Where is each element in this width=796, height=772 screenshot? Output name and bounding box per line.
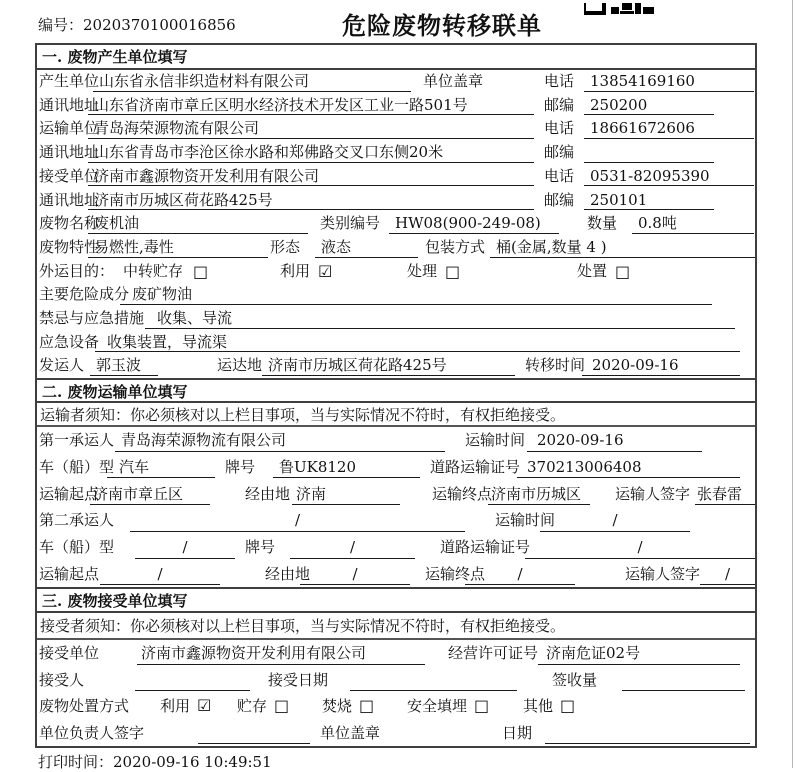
transfer-form (35, 43, 757, 748)
producer-unit-value: 山东省永信非织造材料有限公司 (93, 70, 411, 92)
producer-address-row (37, 94, 755, 118)
shipper-label: 发运人 (39, 356, 85, 375)
purpose-dispose-label: 处置 (577, 261, 608, 280)
addr3-value: 济南市历城区荷花路425号 (88, 189, 534, 211)
transport-time2-value: / (540, 507, 690, 532)
waste-name-value: 废机油 (88, 212, 308, 234)
zip3-label: 邮编 (544, 190, 575, 209)
accept-unit-row (37, 640, 755, 667)
unit-seal-label: 单位盖章 (423, 72, 484, 90)
via1-value: 济南 (292, 481, 400, 506)
acceptor-row (37, 667, 755, 694)
purpose-dispose-checkbox: □ (615, 261, 631, 281)
leader-sign-value (198, 720, 310, 745)
accept-unit-value: 济南市鑫源物资开发利用有限公司 (137, 640, 425, 665)
section3-header: 三. 废物接受单位填写 (37, 587, 755, 613)
shipper-value: 郭玉波 (90, 354, 158, 376)
unit-seal2-label: 单位盖章 (320, 723, 381, 742)
acceptor-value (135, 667, 250, 692)
plate1-value: 鲁UK8120 (273, 454, 420, 479)
taboo-row (37, 307, 755, 331)
first-carrier-label: 第一承运人 (39, 431, 115, 450)
section2-header: 二. 废物运输单位填写 (37, 378, 755, 403)
permit-value: 济南危证02号 (538, 640, 740, 665)
hazard-row (37, 283, 755, 307)
purpose-transit-storage-label: 中转贮存 (123, 261, 184, 280)
disposal-other-label: 其他 (523, 697, 554, 715)
via2-label: 经由地 (265, 564, 311, 583)
transport-unit-row (37, 117, 755, 141)
serial-number-value: 2020370100016856 (83, 16, 236, 34)
print-time-label: 打印时间： (38, 753, 114, 771)
addr1-label: 通讯地址 (39, 95, 100, 114)
state-label: 形态 (270, 237, 301, 256)
purpose-row (37, 260, 755, 284)
receiver-unit-label: 接受单位 (39, 166, 100, 185)
sign-qty-value (622, 667, 745, 692)
receiver-address-row (37, 189, 755, 213)
transfer-time-label: 转移时间 (525, 356, 586, 375)
end1-value: 济南市历城区 (488, 481, 590, 506)
addr2-label: 通讯地址 (39, 143, 100, 162)
waste-trait-value: 易燃性,毒性 (88, 236, 268, 258)
carrier-unit-label: 运输单位 (39, 119, 100, 138)
producer-unit-label: 产生单位 (39, 72, 100, 90)
acceptor-label: 接受人 (39, 670, 85, 689)
plate2-value: / (290, 534, 415, 559)
accept-unit-label: 接受单位 (39, 644, 100, 662)
end2-label: 运输终点 (425, 564, 486, 583)
route2-row (37, 561, 755, 588)
leader-sign-label: 单位负责人签字 (39, 723, 145, 742)
purpose-reuse-checkbox: ☑ (318, 261, 333, 281)
purpose-transit-storage-checkbox: □ (193, 261, 209, 281)
disposal-landfill-checkbox: □ (474, 696, 490, 715)
disposal-method-label: 废物处置方式 (39, 697, 130, 715)
receiver-unit-row (37, 165, 755, 189)
transfer-time-value: 2020-09-16 (582, 354, 740, 376)
origin1-label: 运输起点 (39, 484, 100, 503)
addr2-value: 山东省青岛市李沧区徐水路和郑佛路交叉口东侧20米 (88, 141, 534, 163)
accept-date-value (350, 667, 517, 692)
plate2-label: 牌号 (245, 537, 276, 556)
phone3-label: 电话 (544, 166, 575, 185)
disposal-storage-checkbox: □ (274, 696, 290, 715)
taboo-value: 收集、导流 (145, 307, 735, 329)
phone1-value: 13854169160 (584, 70, 754, 92)
equipment-value: 收集装置，导流渠 (95, 331, 740, 353)
category-code-label: 类别编号 (320, 214, 381, 233)
vehicle-type2-label: 车（船）型 (39, 537, 115, 556)
producer-row (37, 70, 755, 94)
category-code-value: HW08(900-249-08) (389, 212, 559, 234)
serial-number-label: 编号： (38, 16, 84, 34)
disposal-reuse-checkbox: ☑ (197, 696, 212, 715)
transport-address-row (37, 141, 755, 165)
destination-label: 运达地 (217, 356, 263, 375)
via2-value: / (300, 561, 410, 586)
zip1-value: 250200 (584, 94, 714, 116)
date-value (545, 720, 750, 745)
equipment-label: 应急设备 (39, 332, 100, 351)
transport-time1-value: 2020-09-16 (527, 427, 702, 452)
first-carrier-value: 青岛海荣源物流有限公司 (115, 427, 445, 452)
phone2-label: 电话 (544, 119, 575, 138)
packing-label: 包装方式 (425, 237, 486, 256)
sign1-value: 张春雷 (695, 481, 755, 506)
quantity-value: 0.8吨 (632, 212, 754, 234)
disposal-storage-label: 贮存 (237, 697, 268, 715)
end2-value: / (465, 561, 575, 586)
first-carrier-row (37, 427, 755, 454)
sign2-label: 运输人签字 (625, 564, 701, 583)
leader-sign-row (37, 720, 755, 747)
addr1-value: 山东省济南市章丘区明水经济技术开发区工业一路501号 (88, 94, 534, 116)
sign2-value: / (700, 561, 755, 586)
phone3-value: 0531-82095390 (584, 165, 754, 187)
zip1-label: 邮编 (544, 95, 575, 114)
waste-trait-row (37, 236, 755, 260)
road-license2-value: / (525, 534, 755, 559)
transporter-notice: 运输者须知：你必须核对以上栏目事项，当与实际情况不符时，有权拒绝接受。 (37, 403, 755, 427)
waste-trait-label: 废物特性 (39, 237, 100, 256)
print-time-value: 2020-09-16 10:49:51 (113, 753, 272, 771)
page-edge-line (792, 0, 793, 768)
purpose-label: 外运目的： (39, 261, 115, 280)
date-label: 日期 (502, 723, 533, 742)
shipper-row (37, 354, 755, 378)
phone2-value: 18661672606 (584, 117, 754, 139)
waste-name-label: 废物名称 (39, 214, 100, 233)
receiver-notice: 接受者须知：你必须核对以上栏目事项，当与实际情况不符时，有权拒绝接受。 (37, 613, 755, 640)
sign1-label: 运输人签字 (615, 484, 691, 503)
disposal-incinerate-checkbox: □ (359, 696, 375, 715)
vehicle-type1-value: 汽车 (107, 454, 215, 479)
qr-code-partial-icon (584, 0, 654, 12)
purpose-treat-checkbox: □ (445, 261, 461, 281)
page-title: 危险废物转移联单 (342, 11, 542, 40)
zip2-label: 邮编 (544, 143, 575, 162)
via1-label: 经由地 (245, 484, 291, 503)
transport-time2-label: 运输时间 (495, 511, 556, 530)
section1-header: 一. 废物产生单位填写 (37, 45, 755, 70)
disposal-incinerate-label: 焚烧 (322, 697, 353, 715)
destination-value: 济南市历城区荷花路425号 (262, 354, 515, 376)
end1-label: 运输终点 (432, 484, 493, 503)
disposal-row (37, 693, 755, 720)
road-license1-value: 370213006408 (517, 454, 740, 479)
packing-value: 桶(金属,数量 4 ) (490, 236, 755, 258)
waste-name-row (37, 212, 755, 236)
phone1-label: 电话 (544, 72, 575, 90)
vehicle-type1-label: 车（船）型 (39, 457, 115, 476)
disposal-reuse-label: 利用 (160, 697, 191, 715)
disposal-landfill-label: 安全填埋 (407, 697, 468, 715)
accept-date-label: 接受日期 (268, 670, 329, 689)
print-time-line (38, 751, 272, 772)
origin2-value: / (100, 561, 220, 586)
vehicle2-row (37, 534, 755, 561)
second-carrier-value: / (130, 507, 465, 532)
serial-number-line (38, 14, 236, 35)
disposal-other-checkbox: □ (560, 696, 576, 715)
vehicle1-row (37, 454, 755, 481)
taboo-label: 禁忌与应急措施 (39, 309, 145, 327)
hazard-value: 废矿物油 (120, 283, 712, 305)
receiver-unit-value: 济南市鑫源物资开发利用有限公司 (88, 165, 534, 187)
second-carrier-row (37, 507, 755, 534)
zip2-value (584, 141, 714, 163)
origin2-label: 运输起点 (39, 564, 100, 583)
quantity-label: 数量 (587, 214, 618, 233)
sign-qty-label: 签收量 (552, 670, 598, 689)
second-carrier-label: 第二承运人 (39, 511, 115, 530)
transport-time1-label: 运输时间 (465, 431, 526, 450)
vehicle-type2-value: / (135, 534, 235, 559)
purpose-reuse-label: 利用 (280, 261, 311, 280)
route1-row (37, 481, 755, 508)
state-value: 液态 (315, 236, 418, 258)
permit-label: 经营许可证号 (448, 644, 539, 662)
road-license2-label: 道路运输证号 (440, 537, 531, 556)
road-license1-label: 道路运输证号 (430, 457, 521, 476)
addr3-label: 通讯地址 (39, 190, 100, 209)
plate1-label: 牌号 (225, 457, 256, 476)
equipment-row (37, 331, 755, 355)
hazard-label: 主要危险成分 (39, 285, 130, 304)
zip3-value: 250101 (584, 189, 714, 211)
origin1-value: 济南市章丘区 (90, 481, 210, 506)
carrier-unit-value: 青岛海荣源物流有限公司 (88, 117, 534, 139)
purpose-treat-label: 处理 (407, 261, 438, 280)
